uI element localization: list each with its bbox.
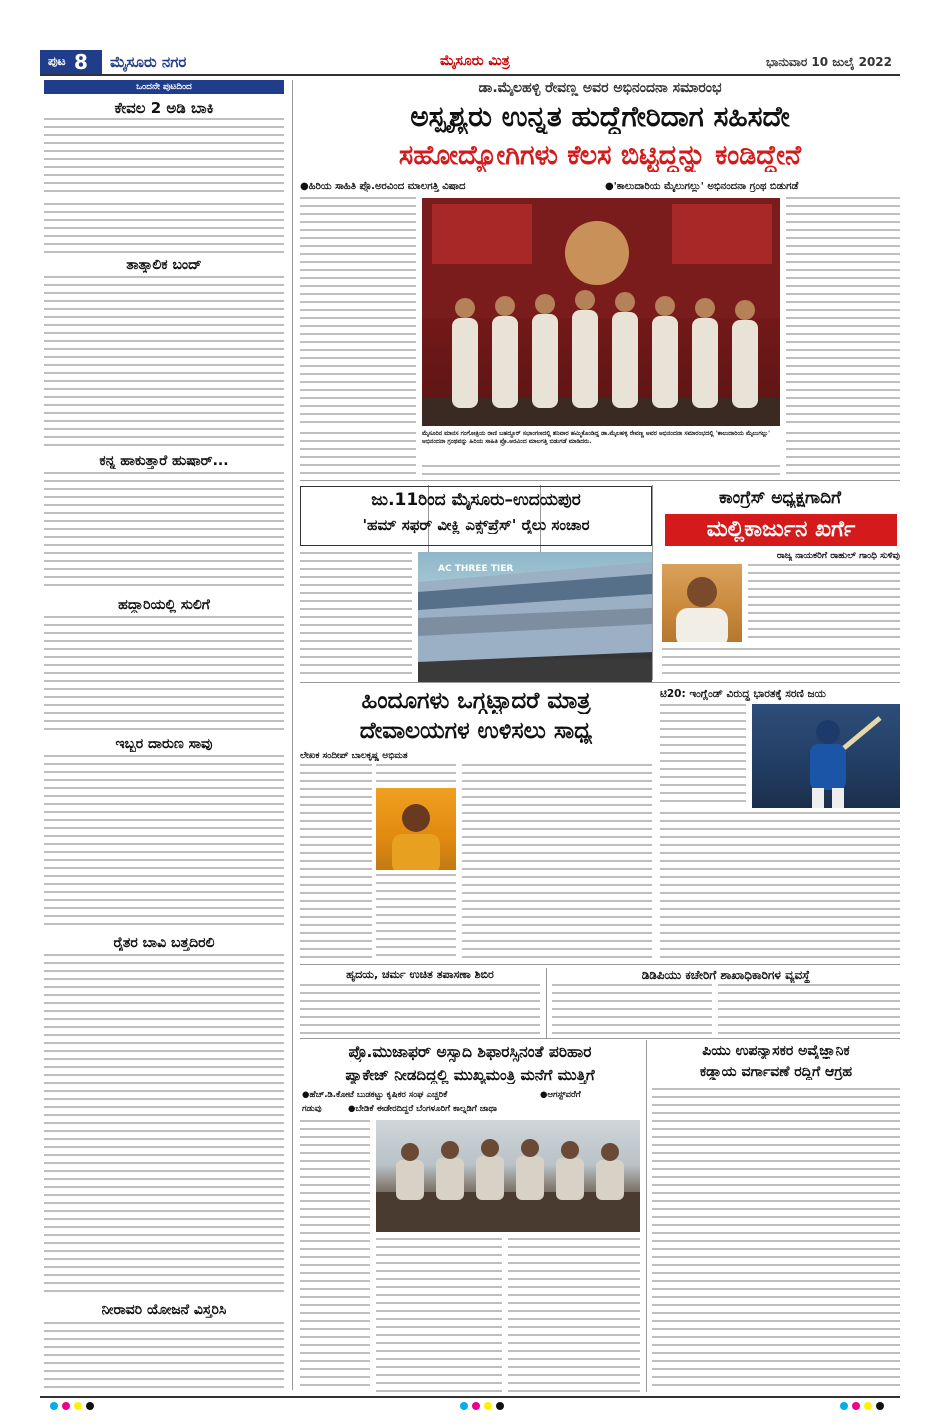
main-subhead-1: ●ಹಿರಿಯ ಸಾಹಿತಿ ಪ್ರೊ.ಅರವಿಂದ ಮಾಲಗತ್ತಿ ವಿಷಾದ xyxy=(300,181,466,192)
farmer-body-col-1 xyxy=(300,1120,370,1392)
left-body-4 xyxy=(44,616,284,732)
left-body-1b xyxy=(44,203,284,253)
section-divider xyxy=(300,1038,900,1039)
column-divider xyxy=(546,968,547,1038)
farmer-subhead-2: ●ಆಗಸ್ಟ್‌ವರೆಗೆ xyxy=(540,1090,581,1100)
cricket-photo xyxy=(752,704,900,808)
temple-body-col-2a xyxy=(376,764,456,786)
column-divider xyxy=(646,1040,647,1392)
press-meet-art xyxy=(376,1120,640,1232)
section-name: ಮೈಸೂರು ನಗರ xyxy=(110,53,187,71)
ddpi-body-1 xyxy=(552,984,712,1034)
train-coach-label: AC THREE TIER xyxy=(438,564,514,574)
page-number: 8 xyxy=(74,50,88,74)
health-headline: ಹೃದಯ, ಚರ್ಮ ಉಚಿತ ತಪಾಸಣಾ ಶಿಬಿರ xyxy=(346,968,494,981)
congress-portrait xyxy=(662,564,742,642)
left-heading-6: ರೈತರ ಬಾವಿ ಬತ್ತದಿರಲಿ xyxy=(113,935,215,951)
left-body-6 xyxy=(44,954,284,1298)
cricket-body-1 xyxy=(660,704,746,808)
left-heading-2: ತಾತ್ಕಾಲಿಕ ಬಂದ್ xyxy=(126,257,202,273)
left-body-1 xyxy=(44,118,284,198)
section-divider xyxy=(300,682,900,683)
temple-body-col-2b xyxy=(376,874,456,960)
yellow-dot xyxy=(74,1402,82,1410)
column-divider xyxy=(292,80,293,1390)
black-dot xyxy=(876,1402,884,1410)
portrait-art xyxy=(662,564,742,642)
main-headline-1: ಅಸ್ಪೃಶ್ಯರು ಉನ್ನತ ಹುದ್ದೆಗೇರಿದಾಗ ಸಹಿಸದೇ xyxy=(410,100,790,133)
temple-body-col-3 xyxy=(462,764,652,960)
farmer-subhead-3: ಗಡುವು xyxy=(302,1104,322,1114)
magenta-dot xyxy=(852,1402,860,1410)
congress-body-2 xyxy=(662,648,900,678)
farmer-body-col-2 xyxy=(376,1238,502,1392)
page-badge xyxy=(40,50,102,74)
cricket-headline: ಟಿ20: ಇಂಗ್ಲೆಂಡ್ ವಿರುದ್ಧ ಭಾರತಕ್ಕೆ ಸರಣಿ ಜಯ xyxy=(660,688,826,700)
farmer-body-col-3 xyxy=(508,1238,640,1392)
paper-date: ಭಾನುವಾರ 10 ಜುಲೈ 2022 xyxy=(766,55,892,69)
congress-subhead: ರಾಜ್ಯ ನಾಯಕರಿಗೆ ರಾಹುಲ್ ಗಾಂಧಿ ಸುಳಿವು xyxy=(776,551,900,561)
ddpi-headline: ಡಿಡಿಪಿಯು ಕಚೇರಿಗೆ ಶಾಖಾಧಿಕಾರಿಗಳ ವ್ಯವಸ್ಥೆ xyxy=(641,968,811,982)
speaker-art xyxy=(376,788,456,870)
left-heading-3: ಕನ್ನ ಹಾಕುತ್ತಾರೆ ಹುಷಾರ್... xyxy=(99,453,229,469)
train-photo xyxy=(418,552,652,682)
page-label: ಪುಟ xyxy=(48,54,66,68)
bottom-rule xyxy=(40,1396,900,1398)
congress-headline-1: ಕಾಂಗ್ರೆಸ್ ಅಧ್ಯಕ್ಷಗಾದಿಗೆ xyxy=(718,488,842,508)
left-heading-4: ಹದ್ದಾರಿಯಲ್ಲಿ ಸುಲಿಗೆ xyxy=(118,597,210,613)
left-body-5 xyxy=(44,755,284,931)
event-photo xyxy=(422,198,780,426)
left-body-3 xyxy=(44,472,284,592)
temple-speaker-photo xyxy=(376,788,456,870)
cricket-art xyxy=(752,704,900,808)
cyan-dot xyxy=(460,1402,468,1410)
pu-headline-1: ಪಿಯು ಉಪನ್ಯಾಸಕರ ಅವೈಜ್ಞಾನಿಕ xyxy=(702,1043,850,1059)
train-body-col-1 xyxy=(300,552,412,678)
congress-body-1 xyxy=(748,564,900,644)
train-headline-1: ಜು.11ರಿಂದ ಮೈಸೂರು–ಉದಯಪುರ xyxy=(371,490,581,510)
train-headline-2: 'ಹಮ್ ಸಫರ್ ವೀಕ್ಲಿ ಎಕ್ಸ್‌ಪ್ರೆಸ್' ರೈಲು ಸಂಚಾರ xyxy=(362,516,590,534)
paper-name: ಮೈಸೂರು ಮಿತ್ರ xyxy=(440,53,510,69)
event-photo-caption: ಮೈಸೂರಿನ ಮಾನಸ ಗಂಗೋತ್ರಿಯ ರಾಣಿ ಬಹದ್ದೂರ್ ಸಭಾಂಗಣದಲ್ಲಿ ಶನಿವಾರ ಹಮ್ಮಿಕೊಂಡಿದ್ದ ಡಾ.ಮೈಲಹಳ್ಳಿ ರೇವಣ್ಣ ಅವರ ಅಭಿನಂದನಾ ಸಮಾರಂಭದಲ್ಲಿ 'ಕಾಲುದಾರಿಯ ಮೈಲುಗಲ್ಲು' ಅಭಿನಂದನಾ ಗ್ರಂಥವನ್ನು ಹಿರಿಯ ಸಾಹಿತಿ ಪ್ರೊ.ಅರವಿಂದ ಮಾಲಗತ್ತಿ ಬಿಡುಗಡೆ ಮಾಡಿದರು. xyxy=(422,430,770,445)
column-divider xyxy=(652,485,653,680)
main-kicker: ಡಾ.ಮೈಲಹಳ್ಳಿ ರೇವಣ್ಣ ಅವರ ಅಭಿನಂದನಾ ಸಮಾರಂಭ xyxy=(478,80,722,96)
ddpi-body-2 xyxy=(718,984,900,1034)
temple-headline-2: ದೇವಾಲಯಗಳ ಉಳಿಸಲು ಸಾಧ್ಯ xyxy=(359,718,593,744)
farmer-subhead-4: ●ಬೇಡಿಕೆ ಈಡೇರದಿದ್ದರೆ ಬೆಂಗಳೂರಿಗೆ ಕಾಲ್ನಡಿಗೆ ಜಾಥಾ xyxy=(348,1104,497,1114)
main-headline-2: ಸಹೋದ್ಯೋಗಿಗಳು ಕೆಲಸ ಬಿಟ್ಟಿದ್ದನ್ನು ಕಂಡಿದ್ದೇನೆ xyxy=(398,140,802,171)
farmer-headline-1: ಪ್ರೊ.ಮುಜಾಫರ್ ಅಸ್ಸಾದಿ ಶಿಫಾರಸ್ಸಿನಂತೆ ಪರಿಹಾರ xyxy=(348,1043,592,1061)
congress-headline-2: ಮಲ್ಲಿಕಾರ್ಜುನ ಖರ್ಗೆ xyxy=(665,514,897,546)
masthead xyxy=(40,50,900,76)
pu-headline-2: ಕಡ್ಡಾಯ ವರ್ಗಾವಣೆ ರದ್ದಿಗೆ ಆಗ್ರಹ xyxy=(699,1064,853,1080)
cyan-dot xyxy=(840,1402,848,1410)
continued-label: ಒಂದನೇ ಪುಟದಿಂದ xyxy=(44,80,284,94)
temple-headline-1: ಹಿಂದೂಗಳು ಒಗ್ಗಟ್ಟಾದರೆ ಮಾತ್ರ xyxy=(361,688,591,714)
registration-marks xyxy=(40,1402,900,1414)
cyan-dot xyxy=(50,1402,58,1410)
main-subhead-2: ●'ಕಾಲುದಾರಿಯ ಮೈಲುಗಲ್ಲು' ಅಭಿನಂದನಾ ಗ್ರಂಥ ಬಿಡುಗಡೆ xyxy=(605,181,799,192)
main-body-col-3b xyxy=(786,432,900,476)
left-body-2 xyxy=(44,276,284,448)
section-divider xyxy=(300,480,900,481)
magenta-dot xyxy=(62,1402,70,1410)
event-photo-art xyxy=(422,198,780,426)
main-body-bottom xyxy=(422,465,780,477)
main-body-col-1 xyxy=(300,197,416,425)
magenta-dot xyxy=(472,1402,480,1410)
temple-subhead: ಲೇಖಕ ಸಂದೀಪ್ ಬಾಲಕೃಷ್ಣ ಅಭಿಮತ xyxy=(300,751,408,761)
section-divider xyxy=(300,964,900,965)
left-heading-1: ಕೇವಲ 2 ಅಡಿ ಬಾಕಿ xyxy=(114,99,214,117)
main-body-col-1b xyxy=(300,432,416,476)
farmer-press-photo xyxy=(376,1120,640,1232)
health-body xyxy=(300,984,540,1034)
yellow-dot xyxy=(864,1402,872,1410)
farmer-headline-2: ಪ್ಯಾಕೇಜ್ ನೀಡದಿದ್ದಲ್ಲಿ ಮುಖ್ಯಮಂತ್ರಿ ಮನೆಗೆ ಮುತ್ತಿಗೆ xyxy=(345,1066,595,1084)
left-body-7 xyxy=(44,1322,284,1392)
black-dot xyxy=(496,1402,504,1410)
black-dot xyxy=(86,1402,94,1410)
left-heading-5: ಇಬ್ಬರ ದಾರುಣ ಸಾವು xyxy=(115,736,213,752)
left-heading-7: ನೀರಾವರಿ ಯೋಜನೆ ವಿಸ್ತರಿಸಿ xyxy=(101,1302,227,1318)
cricket-body-2 xyxy=(660,812,900,960)
temple-body-col-1 xyxy=(300,764,372,960)
yellow-dot xyxy=(484,1402,492,1410)
pu-body xyxy=(652,1088,900,1392)
main-body-col-3 xyxy=(786,197,900,425)
farmer-subhead-1: ●ಹೆಚ್.ಡಿ.ಕೋಟೆ ಬುಡಕಟ್ಟು ಕೃಷಿಕರ ಸಂಘ ಎಚ್ಚರಿಕೆ xyxy=(302,1090,448,1100)
